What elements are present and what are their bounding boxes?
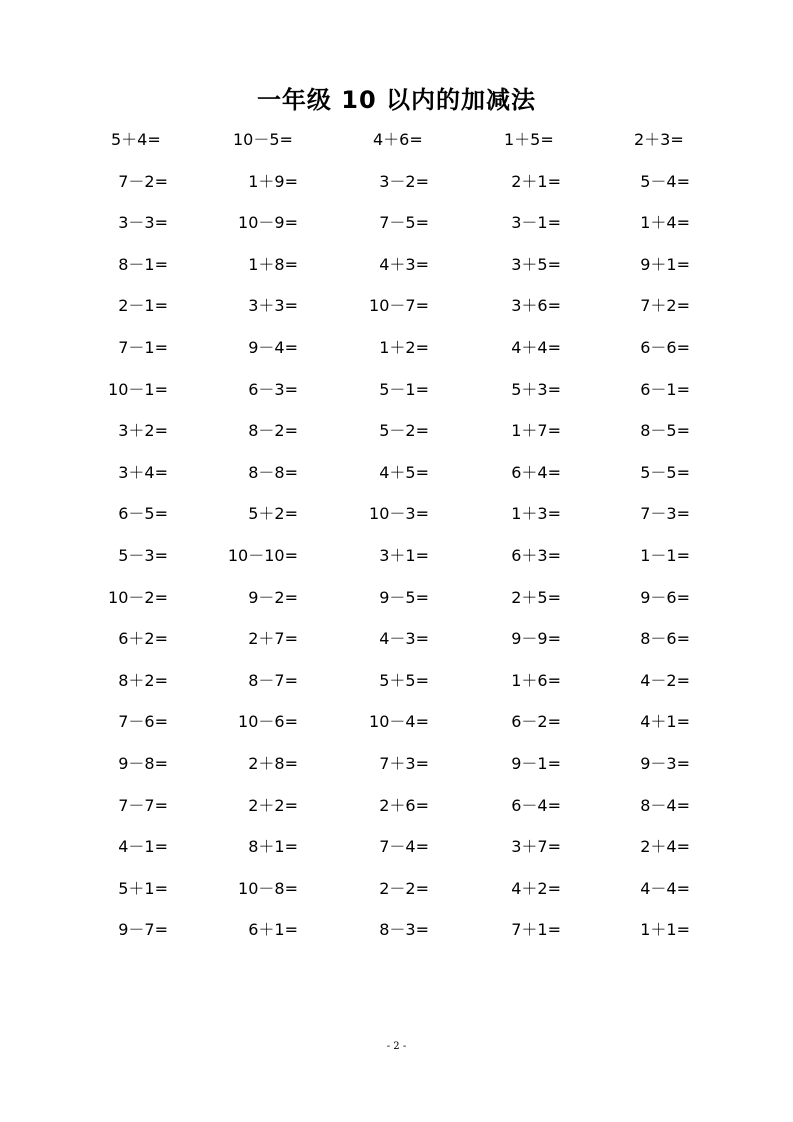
problem-row [0,875,793,903]
arithmetic-problem: 9－6= [640,587,690,607]
arithmetic-problem: 6－6= [640,338,690,357]
problem-row [0,708,793,736]
arithmetic-problem: 10－10= [227,546,298,565]
arithmetic-problem: 8＋1= [248,837,298,857]
arithmetic-problem: 4－1= [118,837,168,857]
problem-row [0,833,793,861]
arithmetic-problem: 8＋2= [118,670,168,690]
arithmetic-problem: 7＋1= [511,920,561,940]
arithmetic-problem: 10－1= [108,379,168,399]
arithmetic-problem: 9－2= [248,587,298,607]
arithmetic-problem: 6＋4= [511,462,561,482]
arithmetic-problem: 2＋6= [379,795,429,815]
arithmetic-problem: 9－7= [118,920,168,940]
problem-row [0,500,793,528]
arithmetic-problem: 4－2= [640,670,690,690]
arithmetic-problem: 7－3= [640,504,690,524]
arithmetic-problem: 7－1= [118,338,168,357]
arithmetic-problem: 5＋5= [379,670,429,690]
arithmetic-problem: 10－8= [238,878,298,898]
arithmetic-problem: 8－3= [379,920,429,940]
problem-row [0,417,793,445]
arithmetic-problem: 7－4= [379,837,429,857]
arithmetic-problem: 2＋7= [248,629,298,649]
problem-row [0,542,793,570]
arithmetic-problem: 2＋5= [511,587,561,607]
arithmetic-problem: 6＋1= [248,920,298,940]
arithmetic-problem: 2＋1= [511,171,561,191]
arithmetic-problem: 9－3= [640,754,690,773]
arithmetic-problem: 5－4= [640,171,690,191]
problem-row [0,209,793,237]
problem-row [0,625,793,653]
problem-row [0,168,793,196]
arithmetic-problem: 7－7= [118,795,168,815]
arithmetic-problem: 5＋4= [111,130,161,149]
arithmetic-problem: 3＋3= [248,296,298,316]
arithmetic-problem: 8－1= [118,254,168,274]
arithmetic-problem: 5＋3= [511,379,561,399]
arithmetic-problem: 9－9= [511,629,561,649]
arithmetic-problem: 9－1= [511,754,561,773]
problem-row [0,459,793,487]
arithmetic-problem: 7－5= [379,213,429,233]
arithmetic-problem: 1－1= [640,546,690,565]
arithmetic-problem: 6＋2= [118,629,168,649]
arithmetic-problem: 6＋3= [511,546,561,565]
arithmetic-problem: 9－8= [118,754,168,773]
arithmetic-problem: 3＋6= [511,296,561,316]
problem-row [0,667,793,695]
arithmetic-problem: 5－2= [379,421,429,441]
arithmetic-problem: 8－6= [640,629,690,649]
arithmetic-problem: 4＋2= [511,878,561,898]
arithmetic-problem: 3＋4= [118,462,168,482]
arithmetic-problem: 2＋2= [248,795,298,815]
arithmetic-problem: 10－2= [108,587,168,607]
arithmetic-problem: 6－1= [640,379,690,399]
arithmetic-problem: 8－4= [640,795,690,815]
arithmetic-problem: 1＋6= [511,670,561,690]
problem-row [0,750,793,778]
arithmetic-problem: 4＋6= [373,130,423,149]
arithmetic-problem: 7＋2= [640,296,690,316]
arithmetic-problem: 1＋3= [511,504,561,524]
arithmetic-problem: 1＋9= [248,171,298,191]
problem-row [0,334,793,362]
arithmetic-problem: 8－7= [248,670,298,690]
problem-row [0,376,793,404]
arithmetic-problem: 1＋5= [504,130,554,149]
arithmetic-problem: 9－5= [379,587,429,607]
arithmetic-problem: 9＋1= [640,254,690,274]
arithmetic-problem: 6－2= [511,712,561,732]
arithmetic-problem: 3＋1= [379,546,429,565]
arithmetic-problem: 2＋4= [640,837,690,857]
arithmetic-problem: 3－3= [118,213,168,233]
problem-row [0,792,793,820]
arithmetic-problem: 4－3= [379,629,429,649]
arithmetic-problem: 5＋2= [248,504,298,524]
arithmetic-problem: 7＋3= [379,754,429,773]
arithmetic-problem: 8－8= [248,462,298,482]
arithmetic-problem: 5＋1= [118,878,168,898]
arithmetic-problem: 9－4= [248,338,298,357]
arithmetic-problem: 8－2= [248,421,298,441]
arithmetic-problem: 10－9= [238,213,298,233]
arithmetic-problem: 1＋2= [379,338,429,357]
arithmetic-problem: 6－3= [248,379,298,399]
arithmetic-problem: 4＋4= [511,338,561,357]
arithmetic-problem: 4－4= [640,878,690,898]
arithmetic-problem: 6－5= [118,504,168,524]
arithmetic-problem: 8－5= [640,421,690,441]
arithmetic-problem: 10－3= [369,504,429,524]
arithmetic-problem: 6－4= [511,795,561,815]
page-title: 一年级 10 以内的加减法 [256,86,537,114]
arithmetic-problem: 1＋8= [248,254,298,274]
arithmetic-problem: 3－2= [379,171,429,191]
arithmetic-problem: 3＋5= [511,254,561,274]
arithmetic-problem: 2＋3= [634,130,684,149]
arithmetic-problem: 2－2= [379,878,429,898]
arithmetic-problem: 7－2= [118,171,168,191]
arithmetic-problem: 3－1= [511,213,561,233]
page-number: - 2 - [386,1041,407,1052]
arithmetic-problem: 2＋8= [248,754,298,773]
problem-row [0,251,793,279]
arithmetic-problem: 5－1= [379,379,429,399]
arithmetic-problem: 3＋7= [511,837,561,857]
arithmetic-problem: 2－1= [118,296,168,316]
arithmetic-problem: 1＋1= [640,920,690,940]
arithmetic-problem: 10－5= [233,130,293,149]
arithmetic-problem: 1＋7= [511,421,561,441]
arithmetic-problem: 5－5= [640,462,690,482]
arithmetic-problem: 4＋3= [379,254,429,274]
arithmetic-problem: 1＋4= [640,213,690,233]
problem-row [0,292,793,320]
arithmetic-problem: 10－6= [238,712,298,732]
arithmetic-problem: 3＋2= [118,421,168,441]
problem-row [0,584,793,612]
arithmetic-problem: 5－3= [118,546,168,565]
problem-row [0,126,793,154]
arithmetic-problem: 4＋1= [640,712,690,732]
arithmetic-problem: 7－6= [118,712,168,732]
arithmetic-problem: 10－7= [369,296,429,316]
arithmetic-problem: 4＋5= [379,462,429,482]
problem-row [0,916,793,944]
arithmetic-problem: 10－4= [369,712,429,732]
